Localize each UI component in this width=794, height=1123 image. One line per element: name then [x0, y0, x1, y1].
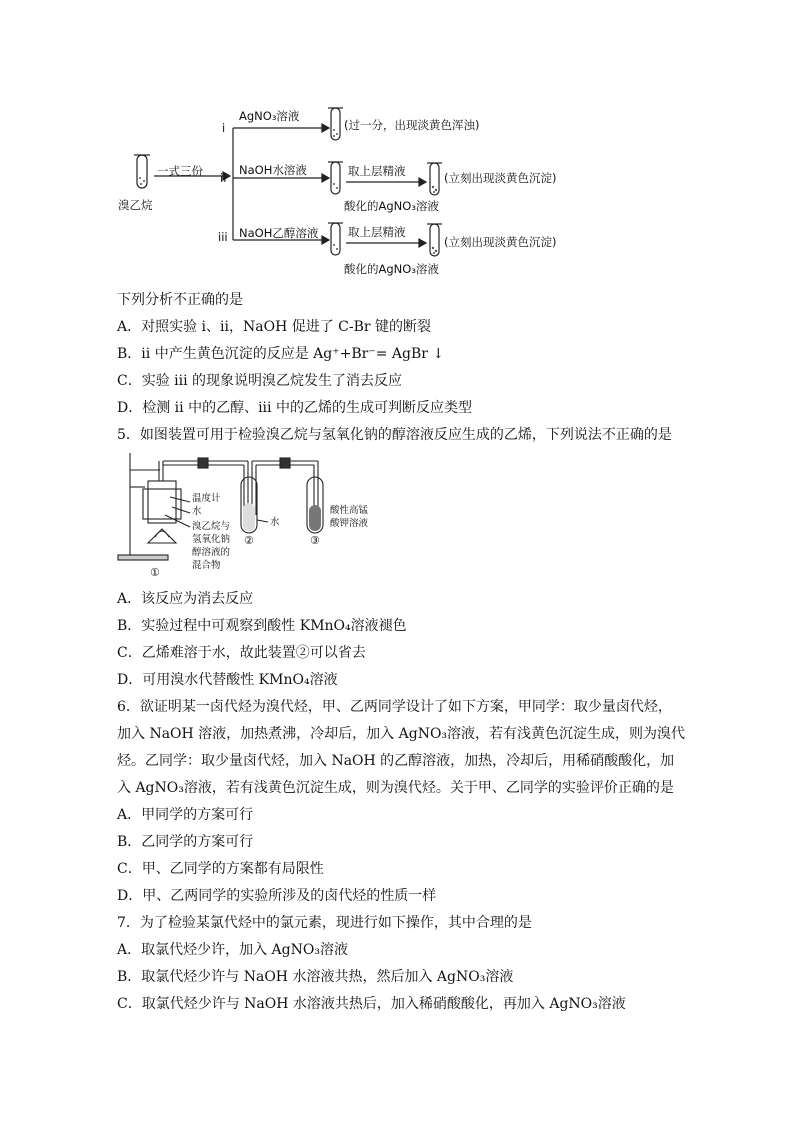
q5-option-a: A．该反应为消去反应	[117, 591, 254, 607]
branch-iii-result: (立刻出现淡黄色沉淀)	[444, 235, 557, 249]
q6-stem-line-1: 6．欲证明某一卤代烃为溴代烃，甲、乙两同学设计了如下方案，甲同学：取少量卤代烃，	[117, 699, 672, 715]
apparatus-number-1: ①	[150, 566, 160, 579]
mixture-label-1: 溴乙烷与	[192, 521, 231, 532]
kmno4-label-1: 酸性高锰	[330, 505, 369, 516]
q5-stem: 5．如图装置可用于检验溴乙烷与氢氧化钠的醇溶液反应生成的乙烯，下列说法不正确的是	[117, 427, 672, 443]
branch-iii-step: 取上层精液	[348, 225, 406, 239]
branch-iii-add: 酸化的AgNO₃溶液	[344, 262, 439, 276]
q7-option-a: A．取氯代烃少许，加入 AgNO₃溶液	[117, 942, 348, 958]
ethyl-bromide-label: 溴乙烷	[118, 198, 153, 212]
mixture-label-2: 氢氧化钠	[192, 534, 231, 545]
mixture-label-4: 混合物	[192, 560, 221, 571]
q4-option-d: D．检测 ii 中的乙醇、iii 中的乙烯的生成可判断反应类型	[117, 400, 472, 416]
q7-option-c: C．取氯代烃少许与 NaOH 水溶液共热后，加入稀硝酸酸化，再加入 AgNO₃溶液	[117, 996, 626, 1012]
q5-option-b: B．实验过程中可观察到酸性 KMnO₄溶液褪色	[117, 618, 407, 634]
q6-option-b: B．乙同学的方案可行	[117, 834, 254, 850]
branch-ii-add: 酸化的AgNO₃溶液	[344, 199, 439, 213]
q6-stem-line-2: 加入 NaOH 溶液，加热煮沸，冷却后，加入 AgNO₃溶液，若有浅黄色沉淀生成，则为溴代	[117, 726, 686, 742]
water-label: 水	[270, 517, 280, 528]
branch-i-result: (过一分，出现淡黄色浑浊)	[344, 118, 480, 132]
branch-ii-reagent: NaOH水溶液	[239, 163, 307, 177]
apparatus-number-2: ②	[244, 534, 254, 547]
apparatus-diagram	[0, 445, 794, 585]
branch-i-reagent: AgNO₃溶液	[239, 109, 300, 123]
branch-ii-result: (立刻出现淡黄色沉淀)	[444, 171, 557, 185]
q4-option-b: B．ii 中产生黄色沉淀的反应是 Ag⁺+Br⁻= AgBr ↓	[117, 346, 445, 362]
branch-ii-roman: ii	[220, 171, 227, 185]
q5-option-d: D．可用溴水代替酸性 KMnO₄溶液	[117, 672, 338, 688]
thermometer-label: 温度计	[192, 493, 221, 504]
apparatus-number-3: ③	[310, 534, 320, 547]
q4-option-c: C．实验 iii 的现象说明溴乙烷发生了消去反应	[117, 373, 403, 389]
q4-option-a: A．对照实验 i、ii，NaOH 促进了 C-Br 键的断裂	[117, 319, 432, 335]
q7-option-b: B．取氯代烃少许与 NaOH 水溶液共热，然后加入 AgNO₃溶液	[117, 969, 514, 985]
branch-ii-step: 取上层精液	[348, 164, 406, 178]
q6-option-a: A．甲同学的方案可行	[117, 807, 254, 823]
q6-option-d: D．甲、乙两同学的实验所涉及的卤代烃的性质一样	[117, 888, 437, 904]
q5-option-c: C．乙烯难溶于水，故此装置②可以省去	[117, 645, 366, 661]
q6-stem-line-4: 入 AgNO₃溶液，若有浅黄色沉淀生成，则为溴代烃。关于甲、乙同学的实验评价正确的是	[117, 780, 674, 796]
q6-stem-line-3: 烃。乙同学：取少量卤代烃，加入 NaOH 的乙醇溶液，加热，冷却后，用稀硝酸酸化，加	[117, 753, 675, 769]
kmno4-label-2: 酸钾溶液	[330, 518, 369, 529]
q6-option-c: C．甲、乙同学的方案都有局限性	[117, 861, 324, 877]
water-bath-label: 水	[192, 506, 202, 517]
q4-stem: 下列分析不正确的是	[117, 292, 243, 308]
flow-diagram-lines	[0, 0, 794, 290]
mixture-label-3: 醇溶液的	[192, 547, 231, 558]
branch-iii-roman: iii	[218, 230, 228, 244]
branch-iii-reagent: NaOH乙醇溶液	[239, 226, 319, 240]
q7-stem: 7．为了检验某氯代烃中的氯元素，现进行如下操作，其中合理的是	[117, 915, 532, 931]
branch-i-roman: i	[222, 121, 226, 135]
split-label: 一式三份	[157, 164, 203, 178]
